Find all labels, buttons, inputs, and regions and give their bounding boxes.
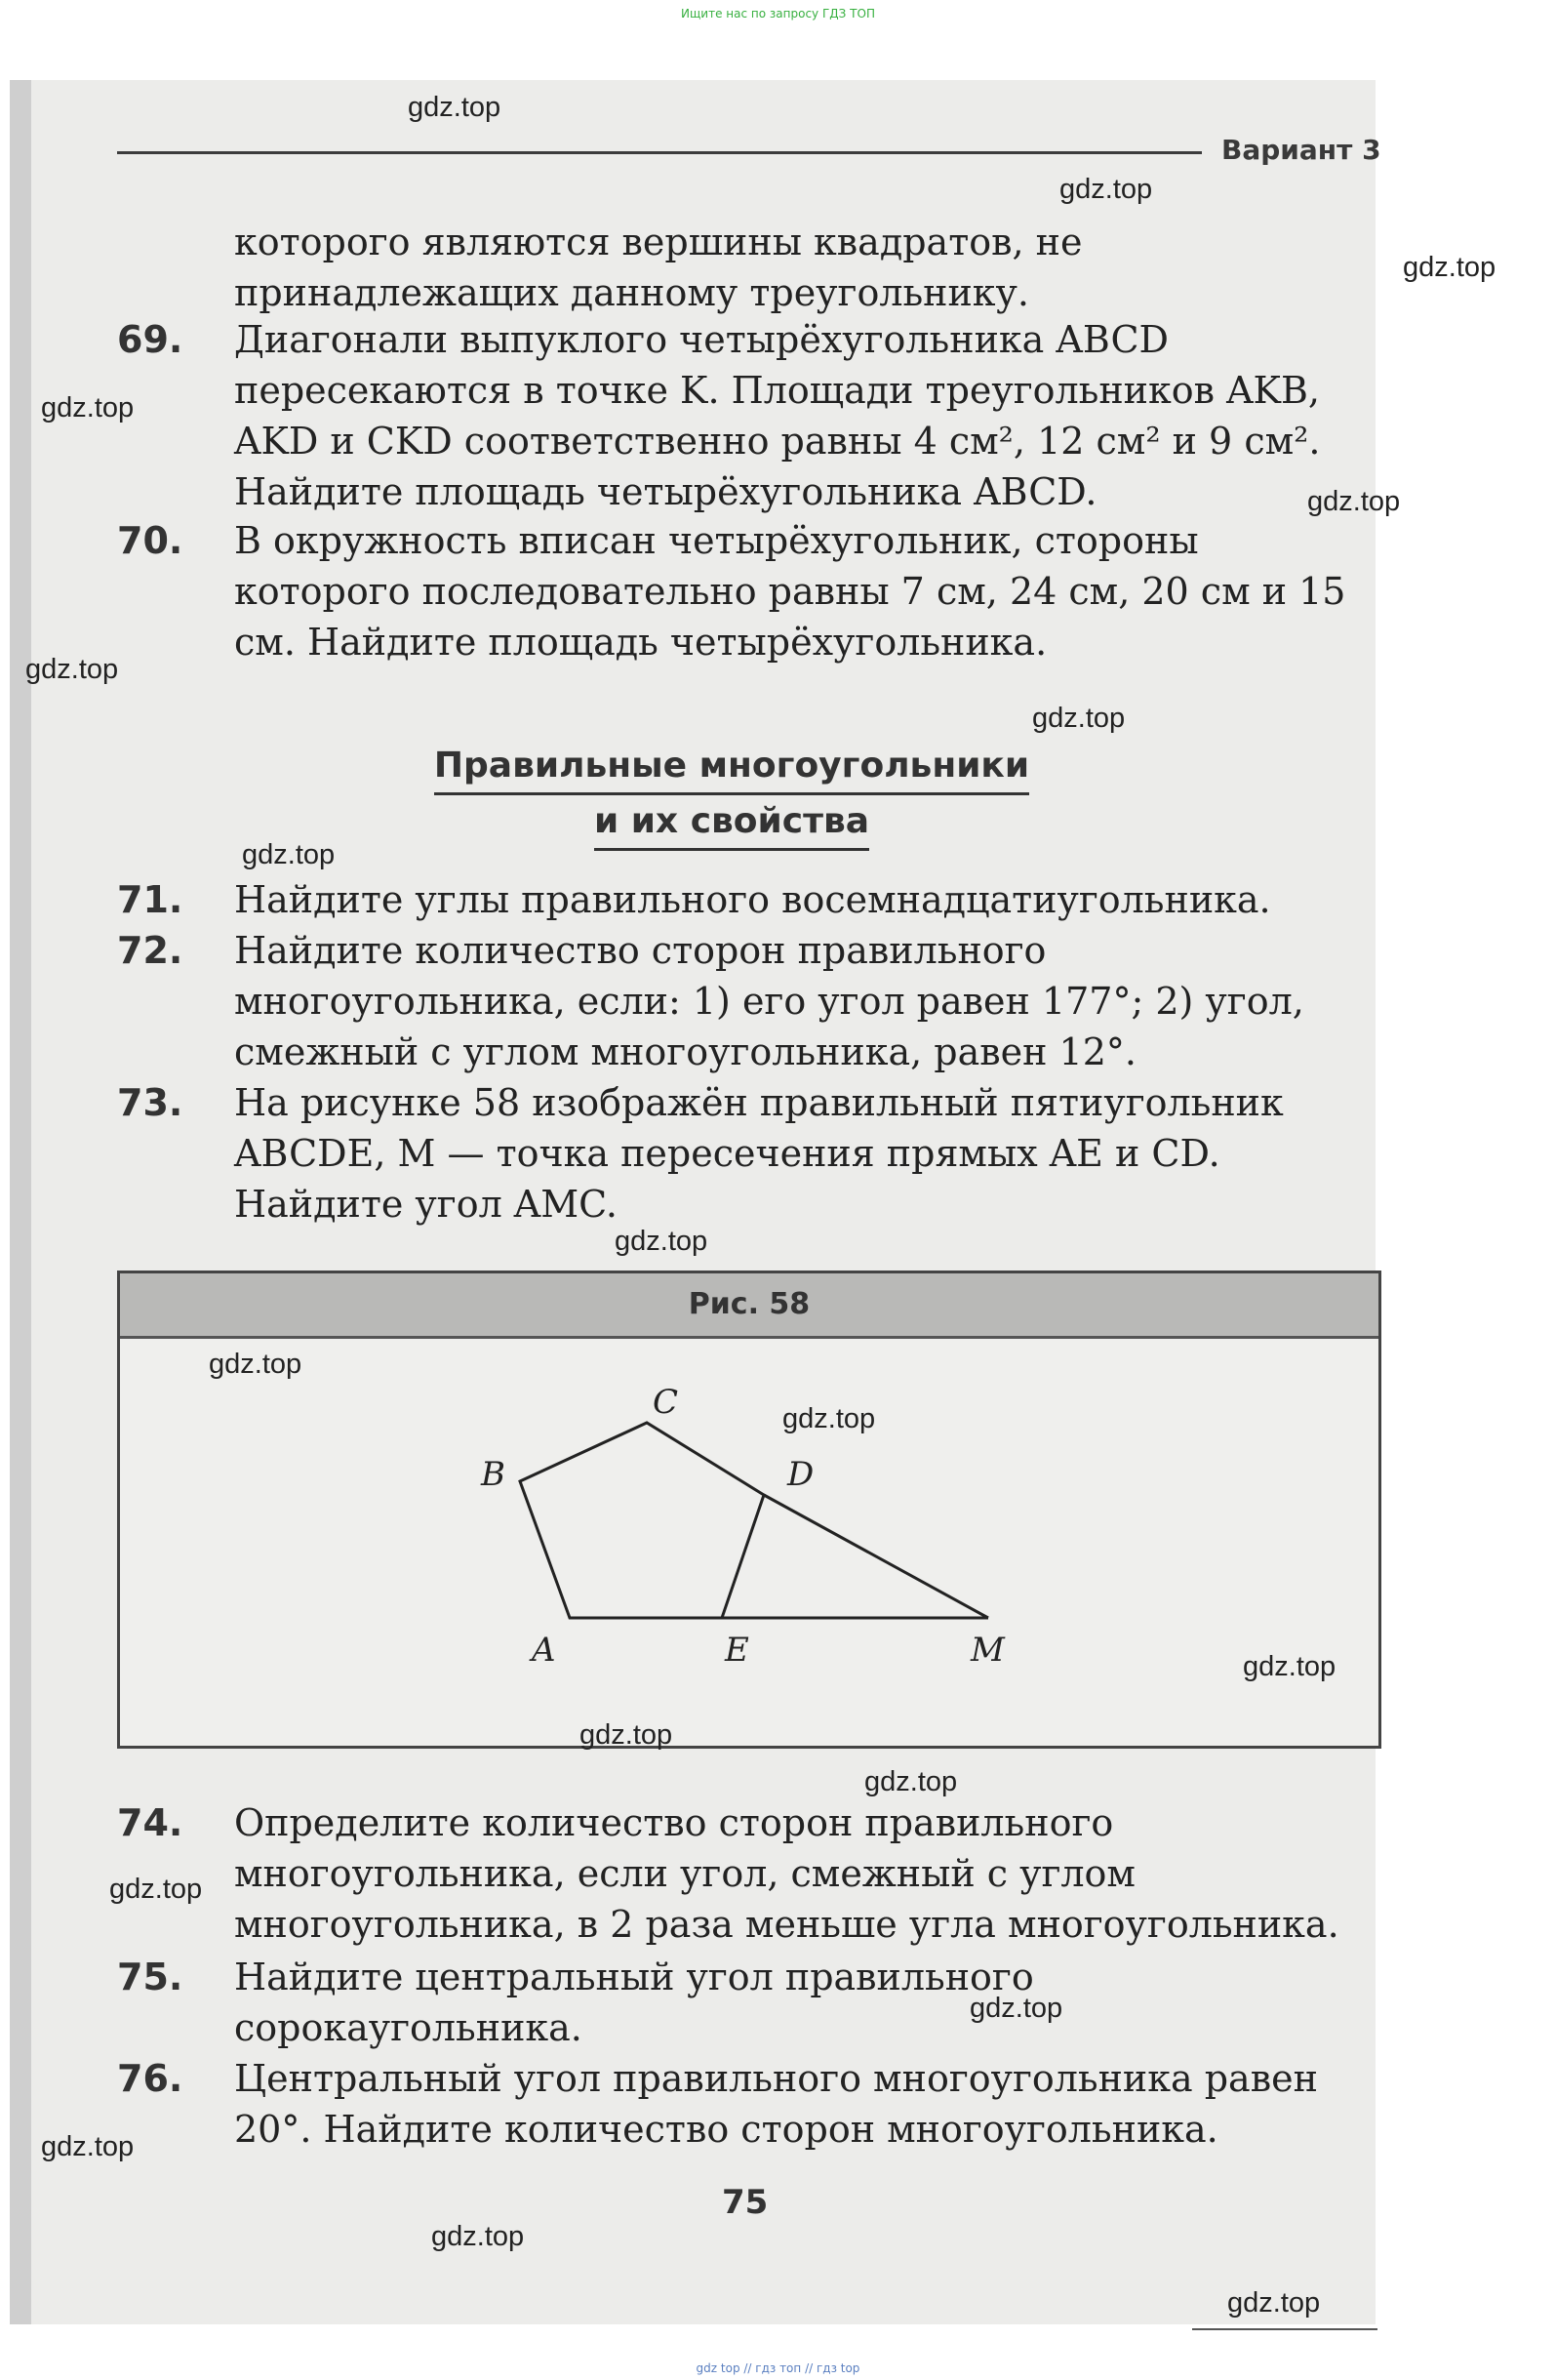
watermark: gdz.top xyxy=(431,2221,525,2252)
task-number: 76. xyxy=(117,2057,183,2100)
header-variant: Вариант 3 xyxy=(1221,134,1381,166)
task-75 xyxy=(117,1952,1385,2055)
label-c: C xyxy=(653,1383,679,1422)
label-m: M xyxy=(971,1631,1005,1670)
watermark: gdz.top xyxy=(864,1766,958,1797)
task-text: Найдите центральный угол правильного сорокаугольника. xyxy=(234,1956,1034,2049)
watermark: gdz.top xyxy=(1059,174,1153,205)
task-text: Определите количество сторон правильного многоугольника, если угол, смежный с углом многоугольника, в 2 раза меньше угла многоугольника. xyxy=(234,1801,1339,1946)
figure-caption: Рис. 58 xyxy=(688,1287,811,1321)
task-70 xyxy=(117,515,1385,671)
watermark: gdz.top xyxy=(1227,2287,1321,2319)
label-a: A xyxy=(532,1631,556,1670)
section-title xyxy=(244,740,1219,851)
watermark: gdz.top xyxy=(109,1874,203,1905)
task-text: Найдите количество сторон правильного многоугольника, если: 1) его угол равен 177°; 2) угол, смежный с углом многоугольника, равен 12°. xyxy=(234,929,1304,1073)
task-text: В окружность вписан четырёхугольник, стороны которого последовательно равны 7 см, 24 см, 20 см и 15 см. Найдите площадь четырёхугольника. xyxy=(234,519,1346,664)
task-number: 74. xyxy=(117,1801,183,1844)
pentagon-abcde xyxy=(520,1423,764,1618)
task-number: 71. xyxy=(117,878,183,921)
pentagon-diagram xyxy=(120,1339,1378,1743)
watermark: gdz.top xyxy=(970,1993,1063,2024)
footer-rule xyxy=(1192,2328,1377,2330)
figure-caption-bar xyxy=(120,1273,1378,1339)
task-text: Найдите углы правильного восемнадцатиугольника. xyxy=(234,878,1271,921)
task-text: Центральный угол правильного многоугольника равен 20°. Найдите количество сторон многоугольника. xyxy=(234,2057,1318,2151)
task-number: 70. xyxy=(117,519,183,562)
section-title-line2: и их свойства xyxy=(594,795,869,851)
watermark: gdz.top xyxy=(615,1226,708,1257)
watermark: gdz.top xyxy=(1307,486,1401,517)
label-b: B xyxy=(481,1455,505,1494)
bottom-banner: gdz top // гдз топ // гдз top xyxy=(696,2361,860,2375)
task-71 xyxy=(117,874,1385,925)
watermark: gdz.top xyxy=(209,1349,302,1380)
task-72 xyxy=(117,925,1385,1081)
page-number: 75 xyxy=(722,2183,769,2222)
watermark: gdz.top xyxy=(1243,1651,1337,1682)
watermark: gdz.top xyxy=(41,2131,135,2162)
task-74 xyxy=(117,1797,1385,1954)
watermark: gdz.top xyxy=(242,839,336,870)
label-e: E xyxy=(725,1631,749,1670)
task-text: которого являются вершины квадратов, не принадлежащих данному треугольнику. xyxy=(234,221,1083,314)
section-title-line1: Правильные многоугольники xyxy=(434,740,1029,795)
page-shadow xyxy=(10,80,31,2324)
watermark: gdz.top xyxy=(1403,252,1496,283)
watermark: gdz.top xyxy=(408,92,501,123)
task-text: Диагонали выпуклого четырёхугольника ABCD пересекаются в точке K. Площади треугольников AKB, AKD и CKD соответственно равны 4 см², 12 см² и 9 см². Найдите площадь четырёхугольника ABCD. xyxy=(234,318,1321,513)
watermark: gdz.top xyxy=(25,654,119,685)
task-number: 75. xyxy=(117,1956,183,1998)
label-d: D xyxy=(787,1455,815,1494)
watermark: gdz.top xyxy=(1032,703,1126,734)
top-banner: Ищите нас по запросу ГДЗ ТОП xyxy=(681,7,875,20)
figure-58 xyxy=(117,1271,1381,1749)
task-number: 73. xyxy=(117,1081,183,1124)
task-69 xyxy=(117,314,1385,519)
watermark: gdz.top xyxy=(782,1403,876,1434)
task-text: На рисунке 58 изображён правильный пятиугольник ABCDE, M — точка пересечения прямых AE и CD. Найдите угол AMC. xyxy=(234,1081,1284,1226)
task-continuation xyxy=(117,217,1385,324)
task-73 xyxy=(117,1077,1385,1233)
task-number: 72. xyxy=(117,929,183,972)
watermark: gdz.top xyxy=(41,392,135,424)
line-dm xyxy=(764,1495,988,1618)
task-number: 69. xyxy=(117,318,183,361)
watermark: gdz.top xyxy=(579,1719,673,1751)
header-rule xyxy=(117,151,1202,154)
task-76 xyxy=(117,2053,1385,2157)
